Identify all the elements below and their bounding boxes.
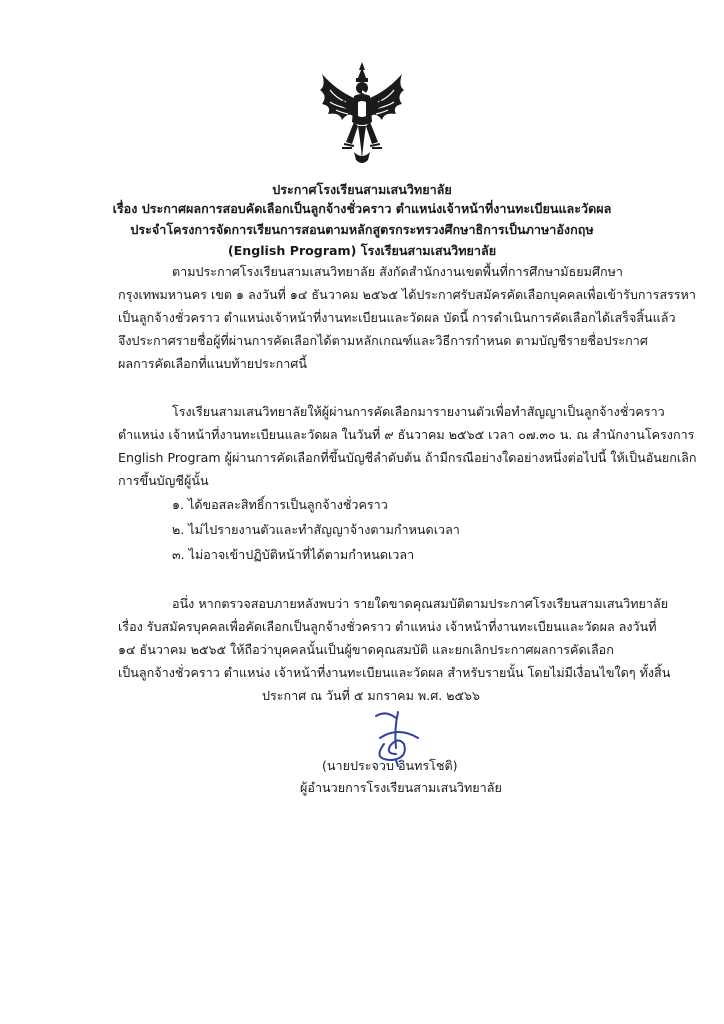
paragraph-1-line: ตามประกาศโรงเรียนสามเสนวิทยาลัย สังกัดสำนักงานเขตพื้นที่การศึกษามัธยมศึกษา [172, 264, 623, 279]
announcement-title: ประกาศโรงเรียนสามเสนวิทยาลัย [272, 182, 452, 197]
paragraph-3-line: เรื่อง รับสมัครบุคคลเพื่อคัดเลือกเป็นลูกจ้างชั่วคราว ตำแหน่ง เจ้าหน้าที่งานทะเบียนและวัดผล ลงวันที่ [118, 619, 657, 634]
paragraph-2-line: English Program ผู้ผ่านการคัดเลือกที่ขึ้นบัญชีลำดับต้น ถ้ามีกรณีอย่างใดอย่างหนึ่งต่อไปนี้ ให้เป็นอันยกเลิก [118, 450, 697, 465]
paragraph-2-line: การขึ้นบัญชีผู้นั้น [118, 473, 209, 488]
announce-date: ประกาศ ณ วันที่ ๕ มกราคม พ.ศ. ๒๕๖๖ [262, 688, 481, 703]
paragraph-1-line: กรุงเทพมหานคร เขต ๑ ลงวันที่ ๑๔ ธันวาคม ๒๕๖๕ ได้ประกาศรับสมัครคัดเลือกบุคคลเพื่อเข้ารับการสรรหา [118, 287, 696, 302]
paragraph-2-line: โรงเรียนสามเสนวิทยาลัยให้ผู้ผ่านการคัดเลือกมารายงานตัวเพื่อทำสัญญาเป็นลูกจ้างชั่วคราว [172, 404, 665, 419]
paragraph-2-line: ตำแหน่ง เจ้าหน้าที่งานทะเบียนและวัดผล ในวันที่ ๙ ธันวาคม ๒๕๖๕ เวลา ๐๗.๓๐ น. ณ สำนักงานโครงการ [118, 427, 695, 442]
paragraph-1-line: เป็นลูกจ้างชั่วคราว ตำแหน่งเจ้าหน้าที่งานทะเบียนและวัดผล บัดนี้ การดำเนินการคัดเลือกได้เสร็จสิ้นแล้ว [118, 310, 676, 325]
program-name-line: (English Program) โรงเรียนสามเสนวิทยาลัย [227, 243, 497, 258]
subject-line: เรื่อง ประกาศผลการสอบคัดเลือกเป็นลูกจ้างชั่วคราว ตำแหน่งเจ้าหน้าที่งานทะเบียนและวัดผล [112, 201, 612, 216]
paragraph-3-line: เป็นลูกจ้างชั่วคราว ตำแหน่ง เจ้าหน้าที่งานทะเบียนและวัดผล สำหรับรายนั้น โดยไม่มีเงื่อนไขใดๆ ทั้งสิ้น [118, 665, 671, 680]
paragraph-3-line: ๑๔ ธันวาคม ๒๕๖๕ ให้ถือว่าบุคคลนั้นเป็นผู้ขาดคุณสมบัติ และยกเลิกประกาศผลการคัดเลือก [118, 642, 614, 657]
garuda-emblem [316, 60, 408, 170]
paragraph-1-line: ผลการคัดเลือกที่แนบท้ายประกาศนี้ [118, 356, 307, 371]
program-line: ประจำโครงการจัดการเรียนการสอนตามหลักสูตรกระทรวงศึกษาธิการเป็นภาษาอังกฤษ [130, 222, 594, 237]
condition-item: ๒. ไม่ไปรายงานตัวและทำสัญญาจ้างตามกำหนดเวลา [172, 522, 460, 537]
signatory-position: ผู้อำนวยการโรงเรียนสามเสนวิทยาลัย [300, 780, 502, 795]
condition-item: ๓. ไม่อาจเข้าปฏิบัติหน้าที่ได้ตามกำหนดเวลา [172, 547, 415, 562]
signatory-name: (นายประจวบ อินทรโชติ) [322, 758, 458, 773]
paragraph-1-line: จึงประกาศรายชื่อผู้ที่ผ่านการคัดเลือกได้ตามหลักเกณฑ์และวิธีการกำหนด ตามบัญชีรายชื่อประกาศ [118, 333, 648, 348]
paragraph-3-line: อนึ่ง หากตรวจสอบภายหลังพบว่า รายใดขาดคุณสมบัติตามประกาศโรงเรียนสามเสนวิทยาลัย [172, 596, 669, 611]
condition-item: ๑. ได้ขอสละสิทธิ์การเป็นลูกจ้างชั่วคราว [172, 497, 388, 512]
